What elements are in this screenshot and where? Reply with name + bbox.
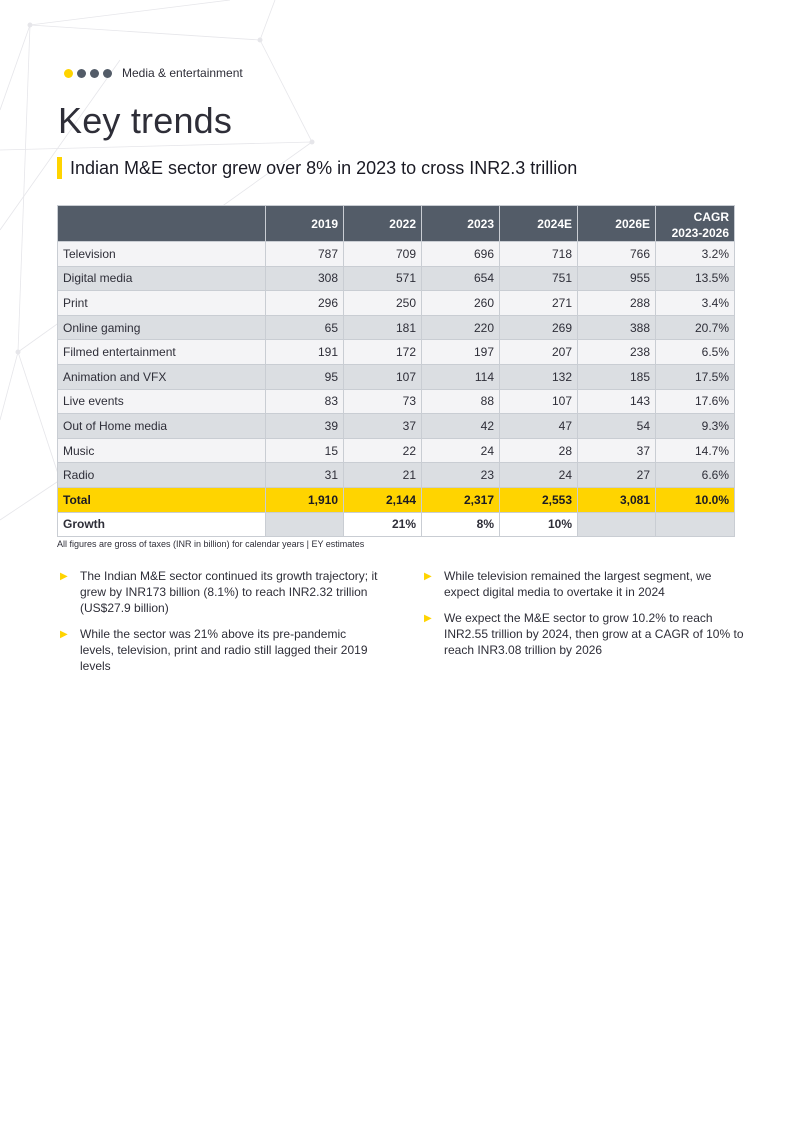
column-header: 2022 xyxy=(344,206,422,242)
progress-dot-1 xyxy=(64,69,73,78)
table-cell: 37 xyxy=(344,414,422,439)
table-cell: 15 xyxy=(266,438,344,463)
subtitle-accent-bar xyxy=(57,157,62,179)
table-cell: 107 xyxy=(500,389,578,414)
table-cell: 17.6% xyxy=(656,389,735,414)
row-label: Digital media xyxy=(58,266,266,291)
table-cell: 197 xyxy=(422,340,500,365)
table-cell: 271 xyxy=(500,291,578,316)
column-header-cagr xyxy=(656,206,735,242)
bullet-text: While the sector was 21% above its pre-pandemic levels, television, print and radio still lagged their 2019 levels xyxy=(80,627,368,673)
row-label: Live events xyxy=(58,389,266,414)
table-cell: 83 xyxy=(266,389,344,414)
bullet-arrow-icon: ▶ xyxy=(424,571,432,582)
table-cell: 6.5% xyxy=(656,340,735,365)
row-label: Television xyxy=(58,242,266,267)
table-cell: 388 xyxy=(578,315,656,340)
table-cell: 751 xyxy=(500,266,578,291)
row-label: Music xyxy=(58,438,266,463)
section-name: Media & entertainment xyxy=(122,66,243,80)
table-cell: 10% xyxy=(500,512,578,537)
table-footnote: All figures are gross of taxes (INR in billion) for calendar years | EY estimates xyxy=(57,539,365,549)
table-cell: 3,081 xyxy=(578,487,656,512)
table-cell: 654 xyxy=(422,266,500,291)
bullet-arrow-icon: ▶ xyxy=(60,629,68,640)
page-title: Key trends xyxy=(58,100,233,141)
table-cell: 3.2% xyxy=(656,242,735,267)
header-blank xyxy=(58,206,266,242)
table-cell: 2,144 xyxy=(344,487,422,512)
table-cell: 65 xyxy=(266,315,344,340)
table-cell: 13.5% xyxy=(656,266,735,291)
table-cell: 288 xyxy=(578,291,656,316)
table-cell: 2,553 xyxy=(500,487,578,512)
table-cell: 9.3% xyxy=(656,414,735,439)
row-label: Animation and VFX xyxy=(58,364,266,389)
table-cell: 24 xyxy=(422,438,500,463)
row-label: Growth xyxy=(58,512,266,537)
table-row xyxy=(58,315,735,340)
table-row xyxy=(58,266,735,291)
row-label: Filmed entertainment xyxy=(58,340,266,365)
table-cell: 39 xyxy=(266,414,344,439)
table-row xyxy=(58,364,735,389)
table-cell: 23 xyxy=(422,463,500,488)
table-cell: 207 xyxy=(500,340,578,365)
row-label: Total xyxy=(58,487,266,512)
table-cell xyxy=(578,512,656,537)
table-cell: 143 xyxy=(578,389,656,414)
table-cell: 172 xyxy=(344,340,422,365)
table-cell: 21% xyxy=(344,512,422,537)
table-cell: 14.7% xyxy=(656,438,735,463)
subtitle xyxy=(57,157,577,179)
table-row xyxy=(58,512,735,537)
bullet-list-left xyxy=(60,568,380,684)
table-row xyxy=(58,463,735,488)
column-header: 2023 xyxy=(422,206,500,242)
bullet-arrow-icon: ▶ xyxy=(60,571,68,582)
table-row xyxy=(58,438,735,463)
table-cell: 20.7% xyxy=(656,315,735,340)
table-cell: 955 xyxy=(578,266,656,291)
table-cell: 17.5% xyxy=(656,364,735,389)
bullet-item xyxy=(424,568,744,600)
table-cell: 238 xyxy=(578,340,656,365)
table-header-row xyxy=(58,206,735,242)
column-header: 2026E xyxy=(578,206,656,242)
table-cell: 24 xyxy=(500,463,578,488)
column-header: 2024E xyxy=(500,206,578,242)
bullet-item xyxy=(60,626,380,674)
table-body xyxy=(58,242,735,537)
table-cell: 47 xyxy=(500,414,578,439)
table-cell: 42 xyxy=(422,414,500,439)
bullet-arrow-icon: ▶ xyxy=(424,613,432,624)
table-cell: 88 xyxy=(422,389,500,414)
bullet-list-right xyxy=(424,568,744,668)
table-cell: 6.6% xyxy=(656,463,735,488)
table-cell: 787 xyxy=(266,242,344,267)
table-cell: 250 xyxy=(344,291,422,316)
table-cell: 220 xyxy=(422,315,500,340)
table-cell: 2,317 xyxy=(422,487,500,512)
cagr-period: 2023-2026 xyxy=(671,225,729,240)
table-cell: 766 xyxy=(578,242,656,267)
row-label: Out of Home media xyxy=(58,414,266,439)
table-cell: 10.0% xyxy=(656,487,735,512)
table-row xyxy=(58,340,735,365)
table-cell: 718 xyxy=(500,242,578,267)
progress-dot-4 xyxy=(103,69,112,78)
table-cell: 54 xyxy=(578,414,656,439)
table-cell: 571 xyxy=(344,266,422,291)
table-row xyxy=(58,242,735,267)
table-cell: 31 xyxy=(266,463,344,488)
progress-dot-2 xyxy=(77,69,86,78)
table-cell xyxy=(656,512,735,537)
table-cell: 27 xyxy=(578,463,656,488)
table-cell: 132 xyxy=(500,364,578,389)
row-label: Radio xyxy=(58,463,266,488)
section-header xyxy=(64,66,243,80)
table-cell: 95 xyxy=(266,364,344,389)
bullet-text: While television remained the largest segment, we expect digital media to overtake it in 2024 xyxy=(444,569,712,599)
table-cell: 37 xyxy=(578,438,656,463)
table-cell: 269 xyxy=(500,315,578,340)
table-cell: 191 xyxy=(266,340,344,365)
table-cell: 3.4% xyxy=(656,291,735,316)
table-row xyxy=(58,414,735,439)
table-cell: 73 xyxy=(344,389,422,414)
table-cell: 185 xyxy=(578,364,656,389)
row-label: Print xyxy=(58,291,266,316)
table-cell: 8% xyxy=(422,512,500,537)
subtitle-text: Indian M&E sector grew over 8% in 2023 to cross INR2.3 trillion xyxy=(70,157,578,178)
table-cell: 1,910 xyxy=(266,487,344,512)
progress-dot-3 xyxy=(90,69,99,78)
table-row xyxy=(58,389,735,414)
table-cell: 260 xyxy=(422,291,500,316)
table-cell: 28 xyxy=(500,438,578,463)
row-label: Online gaming xyxy=(58,315,266,340)
bullet-item xyxy=(60,568,380,616)
table-cell: 22 xyxy=(344,438,422,463)
table-cell: 296 xyxy=(266,291,344,316)
bullet-text: We expect the M&E sector to grow 10.2% to reach INR2.55 trillion by 2024, then grow at a CAGR of 10% to reach INR3.08 trillion by 2026 xyxy=(444,611,744,657)
column-header: 2019 xyxy=(266,206,344,242)
table-row xyxy=(58,487,735,512)
bullet-text: The Indian M&E sector continued its growth trajectory; it grew by INR173 billion (8.1%) to reach INR2.32 trillion (US$27.9 billion) xyxy=(80,569,378,615)
me-sector-table xyxy=(57,205,735,537)
cagr-label: CAGR xyxy=(693,209,729,224)
table-cell: 181 xyxy=(344,315,422,340)
table-cell xyxy=(266,512,344,537)
table-cell: 709 xyxy=(344,242,422,267)
table-row xyxy=(58,291,735,316)
table-cell: 114 xyxy=(422,364,500,389)
table-cell: 308 xyxy=(266,266,344,291)
table-cell: 107 xyxy=(344,364,422,389)
table-cell: 21 xyxy=(344,463,422,488)
bullet-item xyxy=(424,610,744,658)
table-cell: 696 xyxy=(422,242,500,267)
